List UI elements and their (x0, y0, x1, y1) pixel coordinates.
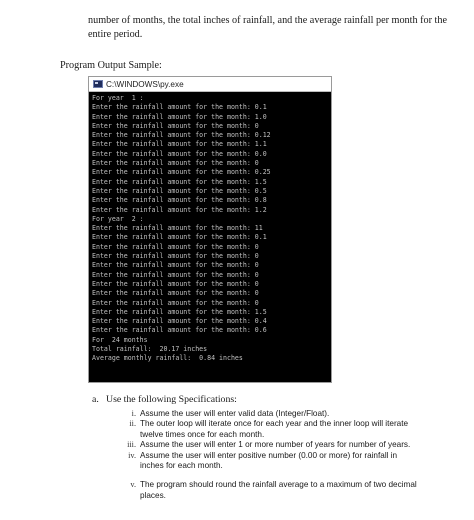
console-line: Enter the rainfall amount for the month: 0 (92, 289, 259, 298)
console-line: For 24 months (92, 335, 148, 344)
console-line: Enter the rainfall amount for the month: 0 (92, 270, 259, 279)
console-line: Enter the rainfall amount for the month: 1.1 (92, 140, 267, 149)
spec-item-text: Assume the user will enter 1 or more number of years for number of years. (140, 440, 411, 450)
spec-item-text: The outer loop will iterate once for each year and the inner loop will iterate twelve times once for each month. (140, 419, 409, 439)
spec-item-number: v. (130, 480, 136, 490)
sample-heading: Program Output Sample: (60, 60, 162, 71)
console-title: C:\WINDOWS\py.exe (106, 79, 184, 89)
console-line: For year 2 : (92, 214, 144, 223)
spec-item-number: ii. (129, 419, 136, 429)
spec-heading-row (92, 394, 422, 405)
console-window (88, 76, 332, 383)
spec-item (116, 419, 422, 440)
spec-item-number: iii. (127, 440, 136, 450)
console-line: Enter the rainfall amount for the month: 0.0 (92, 149, 267, 158)
spec-gap (92, 471, 422, 480)
console-line: For year 1 : (92, 94, 144, 102)
console-line: Enter the rainfall amount for the month: 1.5 (92, 177, 267, 186)
spec-heading: Use the following Specifications: (106, 394, 237, 405)
console-line: Enter the rainfall amount for the month: 0 (92, 242, 259, 251)
spec-item-text: Assume the user will enter valid data (Integer/Float). (140, 409, 330, 418)
console-output (89, 92, 331, 382)
console-line: Enter the rainfall amount for the month: 0 (92, 261, 259, 270)
spec-item-number: i. (131, 409, 136, 418)
console-line: Average monthly rainfall: 0.84 inches (92, 354, 243, 363)
spec-item (116, 480, 422, 501)
console-line: Enter the rainfall amount for the month: 0.1 (92, 103, 267, 112)
console-line: Enter the rainfall amount for the month: 1.0 (92, 112, 267, 121)
spec-item (116, 409, 422, 419)
console-line: Enter the rainfall amount for the month: 0 (92, 279, 259, 288)
console-line: Enter the rainfall amount for the month: 0.1 (92, 233, 267, 242)
console-line: Enter the rainfall amount for the month: 0.8 (92, 196, 267, 205)
console-line: Enter the rainfall amount for the month: 0 (92, 121, 259, 130)
spec-item-text: Assume the user will enter positive number (0.00 or more) for rainfall in inches for each month. (140, 450, 398, 471)
console-line: Enter the rainfall amount for the month: 0 (92, 298, 259, 307)
console-line: Enter the rainfall amount for the month: 0 (92, 159, 259, 168)
spec-marker: a. (92, 394, 99, 405)
spec-item-number: iv. (128, 450, 136, 460)
spec-list (92, 409, 422, 501)
console-line: Enter the rainfall amount for the month: 1.5 (92, 307, 267, 316)
console-line: Enter the rainfall amount for the month: 1.2 (92, 205, 267, 214)
spec-item (116, 440, 422, 450)
specifications-section (92, 394, 422, 501)
console-line: Enter the rainfall amount for the month: 0.25 (92, 168, 271, 177)
console-line: Total rainfall: 20.17 inches (92, 345, 208, 354)
console-app-icon (93, 80, 103, 88)
console-line: Enter the rainfall amount for the month: 0 (92, 252, 259, 261)
console-line: Enter the rainfall amount for the month: 0.12 (92, 131, 271, 140)
intro-paragraph: number of months, the total inches of rainfall, and the average rainfall per month for the entire period. (88, 15, 447, 40)
spec-item-text: The program should round the rainfall average to a maximum of two decimal places. (140, 480, 417, 500)
console-line: Enter the rainfall amount for the month: 0.6 (92, 326, 267, 335)
console-line: Enter the rainfall amount for the month: 11 (92, 224, 263, 233)
spec-item (116, 451, 422, 472)
console-titlebar (89, 77, 331, 92)
console-line: Enter the rainfall amount for the month: 0.4 (92, 317, 267, 326)
console-line: Enter the rainfall amount for the month: 0.5 (92, 186, 267, 195)
